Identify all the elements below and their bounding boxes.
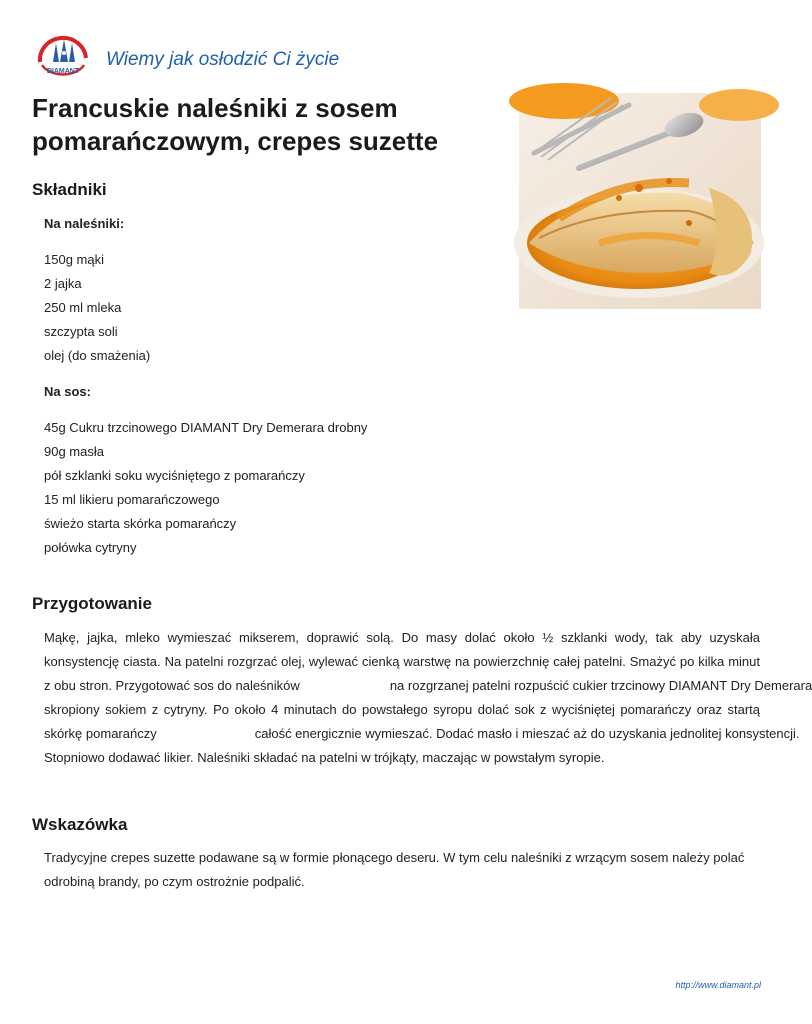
list-item: 250 ml mleka — [44, 300, 122, 315]
text-line: Tradycyjne crepes suzette podawane są w formie płonącego deseru. W tym celu naleśniki z wrzącym sosem należy polać — [44, 850, 745, 865]
list-item: 2 jajka — [44, 276, 82, 291]
preparation-text — [44, 626, 812, 770]
list-item: 150g mąki — [44, 252, 104, 267]
tagline: Wiemy jak osłodzić Ci życie — [106, 49, 340, 70]
list-item: olej (do smażenia) — [44, 348, 151, 363]
tip-text — [44, 846, 760, 894]
pancakes-subheading: Na naleśniki: — [44, 216, 125, 231]
pancake-ingredients-list — [44, 248, 150, 368]
recipe-photo — [519, 93, 761, 309]
footer-url[interactable]: http://www.diamant.pl — [675, 980, 761, 990]
text-line: Mąkę, jajka, mleko wymieszać mikserem, doprawić solą. Do masy dolać około ½ szklanki wody, tak aby uzyskała — [44, 630, 760, 645]
brand-name: DIAMANT — [46, 68, 80, 75]
list-item: świeżo starta skórka pomarańczy — [44, 516, 237, 531]
list-item: 45g Cukru trzcinowego DIAMANT Dry Demerara drobny — [44, 420, 368, 435]
page-title: Francuskie naleśniki z sosem pomarańczowym, crepes suzette — [32, 93, 439, 156]
list-item: szczypta soli — [44, 324, 118, 339]
list-item: 90g masła — [44, 444, 104, 459]
ingredients-heading: Składniki — [32, 180, 107, 199]
tip-heading: Wskazówka — [32, 815, 128, 834]
list-item: 15 ml likieru pomarańczowego — [44, 492, 220, 507]
text-line: skórkę pomarańczy całość energicznie wymieszać. Dodać masło i mieszać aż do uzyskania jednolitej konsystencji. — [44, 726, 800, 741]
text-line: konsystencję ciasta. Na patelni rozgrzać olej, wylewać cienką warstwę na powierzchnię całej patelni. Smażyć po kilka minut — [44, 654, 760, 669]
text-line: odrobiną brandy, po czym ostrożnie podpalić. — [44, 874, 305, 889]
preparation-heading: Przygotowanie — [32, 594, 152, 613]
sauce-subheading: Na sos: — [44, 384, 91, 399]
text-line: skropiony sokiem z cytryny. Po około 4 minutach do powstałego syropu dolać sok z wyciśniętej pomarańczy oraz startą — [44, 702, 760, 717]
list-item: pół szklanki soku wyciśniętego z pomarańczy — [44, 468, 305, 483]
text-line: z obu stron. Przygotować sos do naleśników na rozgrzanej patelni rozpuścić cukier trzcinowy DIAMANT Dry Demerara — [44, 678, 812, 693]
sauce-ingredients-list — [44, 416, 367, 560]
diamant-logo — [34, 34, 92, 78]
list-item: połówka cytryny — [44, 540, 137, 555]
text-line: Stopniowo dodawać likier. Naleśniki składać na patelni w trójkąty, maczając w powstałym syropie. — [44, 750, 605, 765]
